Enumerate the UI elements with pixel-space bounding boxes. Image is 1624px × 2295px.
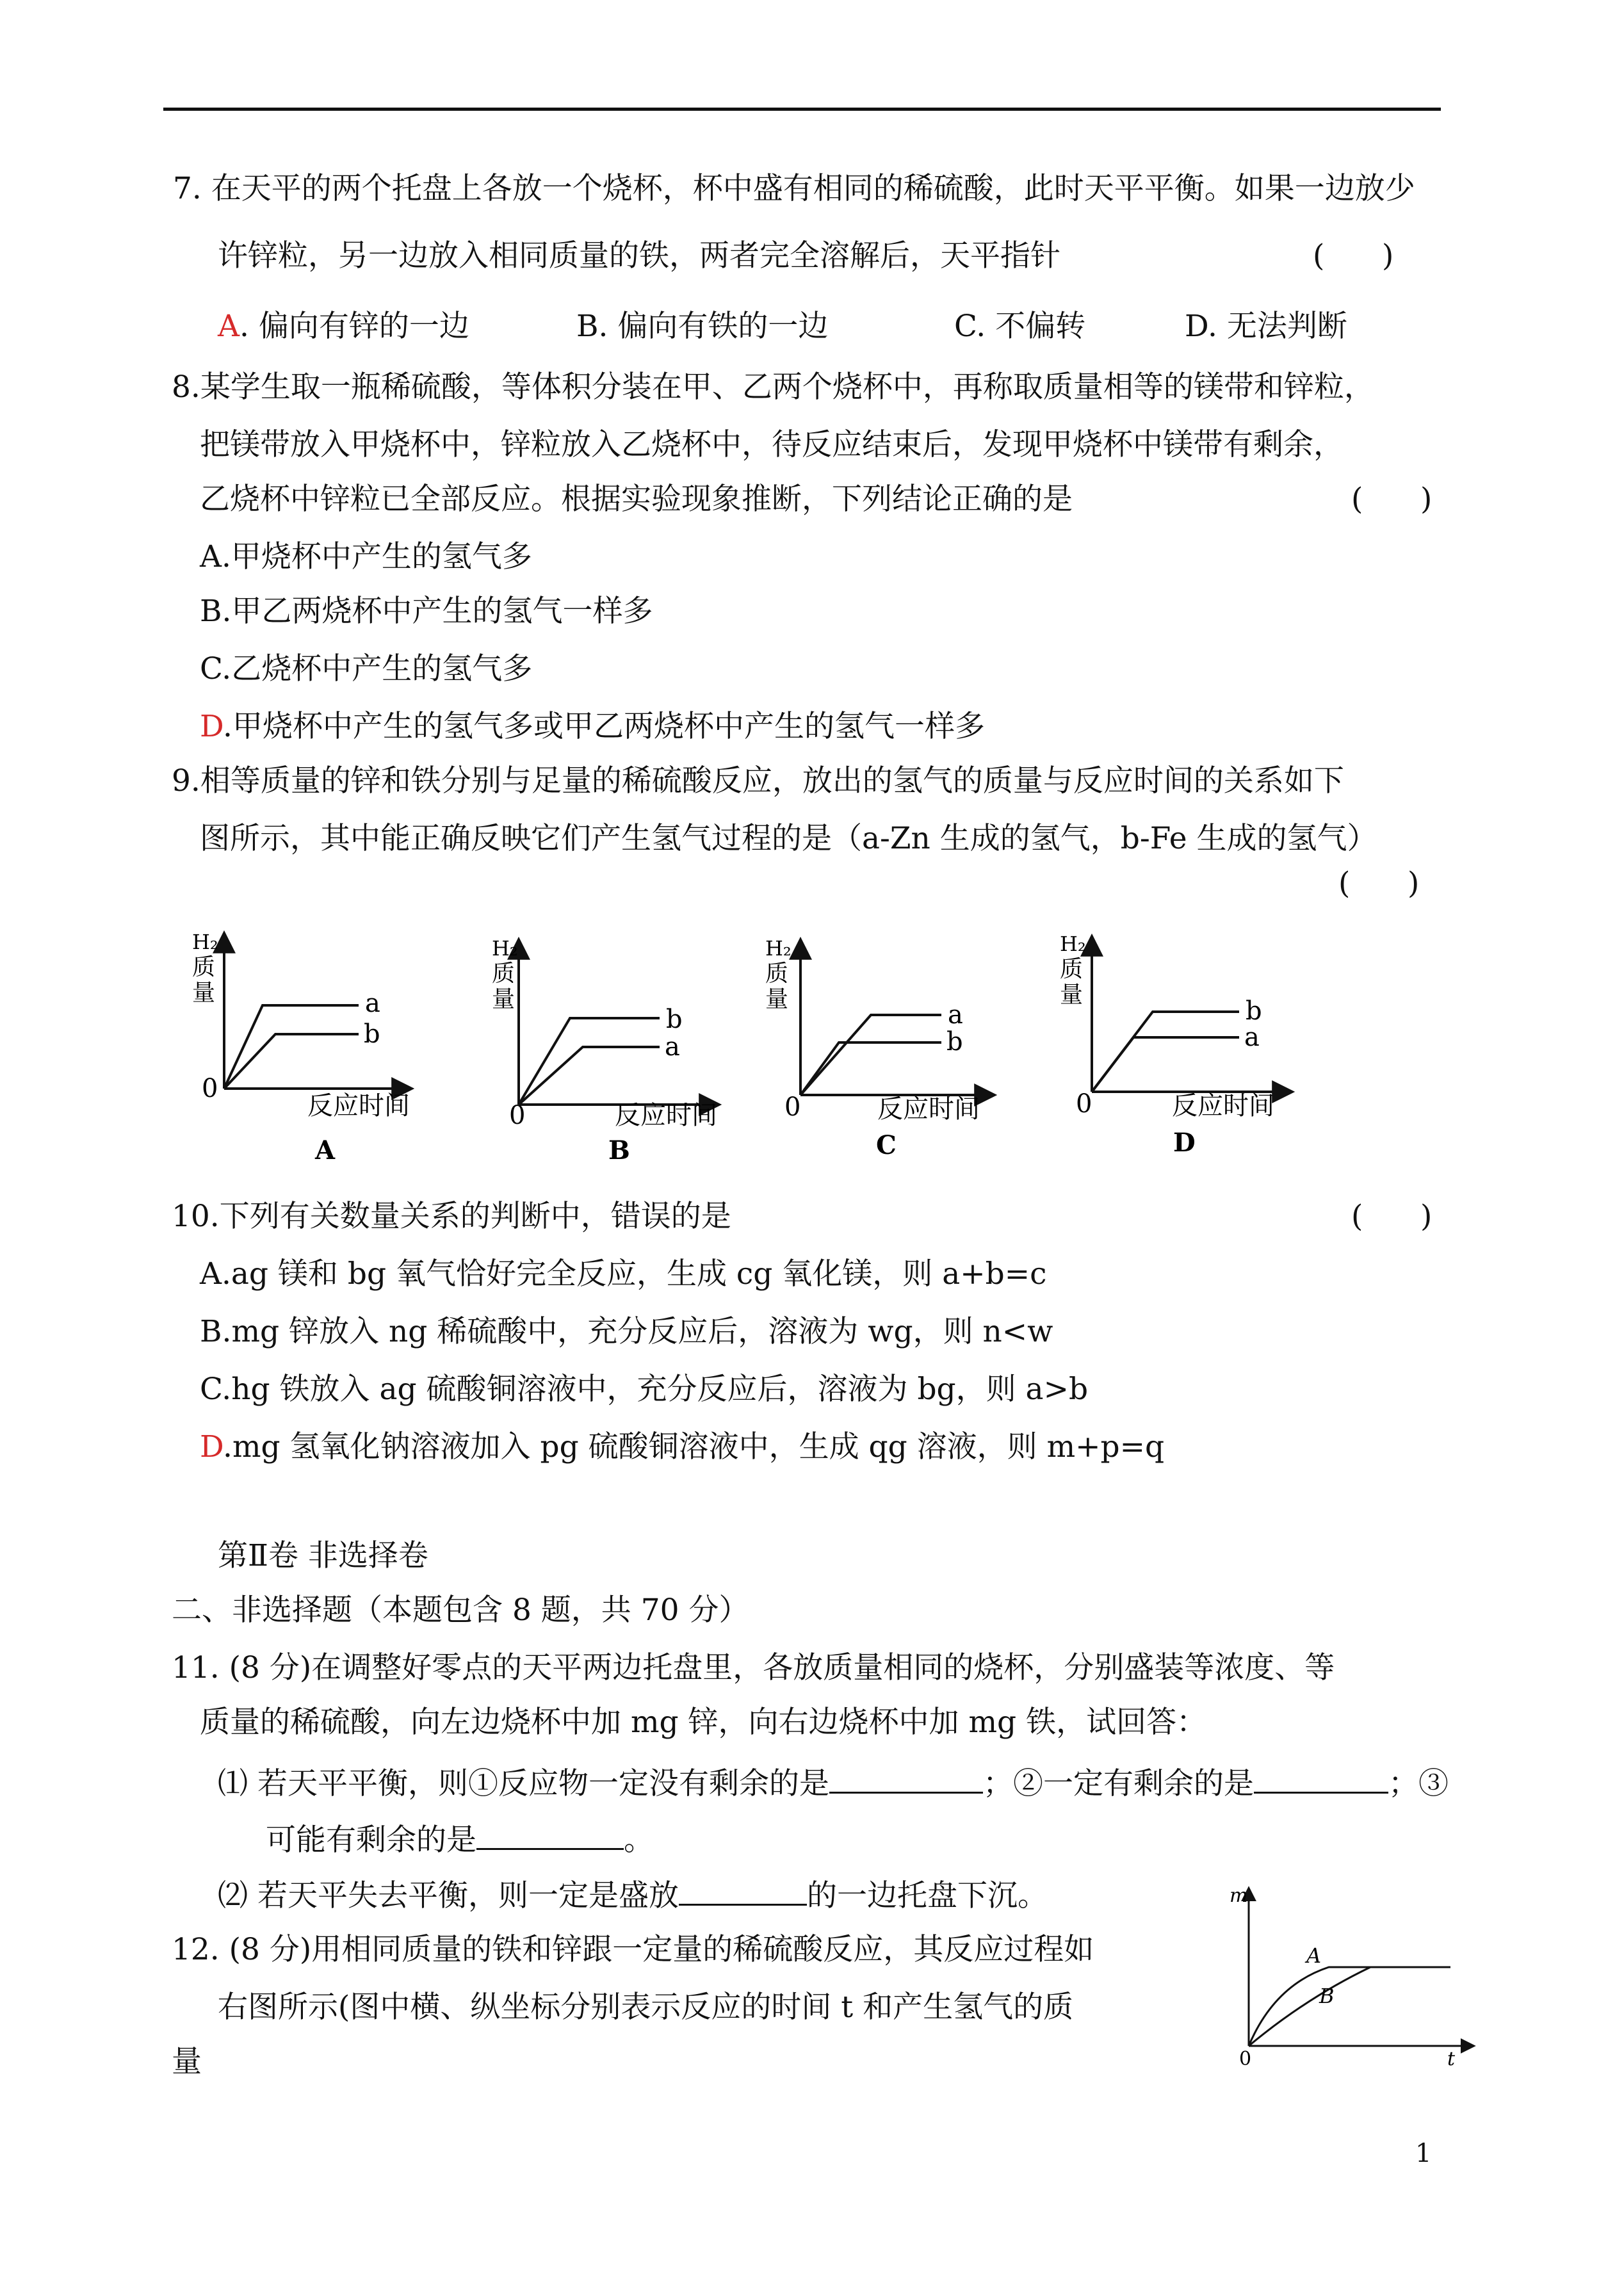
q9-graph-c-label-top: a	[948, 1000, 963, 1030]
q12-line2: 右图所示(图中横、纵坐标分别表示反应的时间 t 和产生氢气的质	[218, 1990, 1074, 2025]
q9-graph-b-xlabel: 反应时间	[615, 1101, 717, 1130]
q9-graph-b-label-top: b	[666, 1005, 683, 1034]
q9-graph-a	[192, 930, 410, 1165]
q9-graph-c-curve-top	[800, 1015, 941, 1095]
q9-graph-b-caption: B	[608, 1135, 630, 1165]
q7-option-a-text: . 偏向有锌的一边	[239, 309, 469, 344]
q10-option-b: B.mg 锌放入 ng 稀硫酸中，充分反应后，溶液为 wg，则 n<w	[200, 1314, 1053, 1349]
q8-option-d	[200, 708, 985, 746]
q9-graph-c-ylabel-2: 量	[765, 986, 789, 1012]
q9-graphs	[173, 922, 1326, 1178]
q9-graph-d-curve-bottom	[1092, 1037, 1239, 1092]
q10-answer-paren: ( )	[1351, 1199, 1433, 1234]
q11-sub1-prompt-4: 可能有剩余的是	[266, 1822, 476, 1858]
q8-option-b: B.甲乙两烧杯中产生的氢气一样多	[200, 594, 653, 629]
q8-option-d-letter: D	[200, 709, 223, 744]
part-two-heading: 二、非选择题（本题包含 8 题，共 70 分）	[172, 1593, 749, 1628]
q7-option-c: C. 不偏转	[954, 309, 1086, 344]
q9-graph-a-curve-top	[224, 1005, 359, 1089]
q9-graph-d-caption: D	[1173, 1128, 1196, 1158]
q9-line2: 图所示，其中能正确反映它们产生氢气过程的是（a-Zn 生成的氢气，b-Fe 生成的氢气）	[200, 821, 1377, 856]
q9-graph-d-xlabel: 反应时间	[1172, 1091, 1274, 1121]
q9-graph-d	[1060, 932, 1290, 1158]
q11-sub1-end: 。	[624, 1822, 654, 1858]
q9-graph-b-curve-bottom	[519, 1047, 660, 1105]
q12-graph-xlabel: t	[1447, 2048, 1456, 2070]
q10-option-d	[200, 1428, 1164, 1466]
q11-sub2	[218, 1873, 1048, 1915]
q9-graph-b-curve-top	[519, 1018, 660, 1105]
q9-graph-d-label-top: b	[1246, 996, 1262, 1026]
q12-graph-ylabel: m	[1230, 1885, 1248, 1907]
q9-graph-a-ylabel-2: 量	[192, 980, 216, 1006]
q8-line2: 把镁带放入甲烧杯中，锌粒放入乙烧杯中，待反应结束后，发现甲烧杯中镁带有剩余，	[200, 427, 1344, 462]
q7-option-d: D. 无法判断	[1185, 309, 1347, 344]
q9-graph-c	[765, 936, 993, 1160]
q11-blank-3[interactable]	[476, 1817, 624, 1850]
q11-line1: 11. (8 分)在调整好零点的天平两边托盘里，各放质量相同的烧杯，分别盛装等浓度、等	[172, 1650, 1335, 1685]
q9-graph-b-label-bottom: a	[665, 1032, 680, 1062]
q9-graph-c-caption: C	[876, 1130, 897, 1160]
q9-graph-d-label-bottom: a	[1244, 1023, 1260, 1052]
q11-sub1-cont	[266, 1817, 654, 1860]
q7-line2: 许锌粒，另一边放入相同质量的铁，两者完全溶解后，天平指针	[218, 238, 1060, 273]
q9-graph-a-xlabel: 反应时间	[307, 1091, 410, 1121]
q11-blank-4[interactable]	[679, 1873, 807, 1906]
q9-answer-paren: ( )	[1338, 866, 1420, 901]
q7-option-b: B. 偏向有铁的一边	[576, 309, 829, 344]
q9-graph-d-ylabel-h2: H₂	[1060, 932, 1086, 956]
q9-graph-b-ylabel-1: 质	[492, 961, 516, 987]
q9-graph-c-xlabel: 反应时间	[877, 1094, 980, 1124]
q12-graph-origin: 0	[1239, 2048, 1252, 2070]
q11-sub2-prompt-1: ⑵ 若天平失去平衡，则一定是盛放	[218, 1878, 679, 1913]
q9-graph-a-ylabel-h2: H₂	[192, 930, 218, 954]
q9-graph-c-label-bottom: b	[946, 1027, 963, 1057]
q12-graph-label-a: A	[1306, 1943, 1322, 1968]
q9-graph-d-ylabel-2: 量	[1060, 982, 1084, 1008]
q7-line1: 7. 在天平的两个托盘上各放一个烧杯，杯中盛有相同的稀硫酸，此时天平平衡。如果一边放少	[173, 171, 1415, 206]
q9-graph-b-ylabel-2: 量	[492, 986, 516, 1012]
q9-graph-b	[492, 936, 717, 1165]
q10-option-c: C.hg 铁放入 ag 硫酸铜溶液中，充分反应后，溶液为 bg，则 a>b	[200, 1372, 1089, 1407]
q10-option-d-letter: D	[200, 1429, 223, 1464]
q11-sub1-prompt-3: ；③	[1388, 1766, 1449, 1801]
q11-sub1-prompt-1: ⑴ 若天平平衡，则①反应物一定没有剩余的是	[218, 1766, 829, 1801]
q9-graph-a-caption: A	[315, 1135, 336, 1165]
q11-sub2-prompt-2: 的一边托盘下沉。	[806, 1878, 1048, 1913]
header-rule	[163, 108, 1441, 111]
q10-line1: 10.下列有关数量关系的判断中，错误的是	[172, 1199, 731, 1234]
q12-line3: 量	[172, 2044, 202, 2079]
q8-answer-paren: ( )	[1351, 482, 1433, 517]
section-title: 第Ⅱ卷 非选择卷	[218, 1538, 428, 1573]
q11-sub1-prompt-2: ；②一定有剩余的是	[982, 1766, 1254, 1801]
q9-graph-a-origin: 0	[202, 1074, 218, 1103]
q9-graph-c-curve-bottom	[800, 1042, 941, 1095]
q9-graph-b-ylabel-h2: H₂	[492, 936, 518, 961]
q9-line1: 9.相等质量的锌和铁分别与足量的稀硫酸反应，放出的氢气的质量与反应时间的关系如下	[172, 763, 1344, 799]
q10-option-d-text: .mg 氢氧化钠溶液加入 pg 硫酸铜溶液中，生成 qg 溶液，则 m+p=q	[223, 1429, 1165, 1464]
q12-line1: 12. (8 分)用相同质量的铁和锌跟一定量的稀硫酸反应，其反应过程如	[172, 1932, 1094, 1967]
q7-option-a-letter: A	[218, 309, 240, 344]
q9-graph-d-ylabel-1: 质	[1060, 956, 1084, 982]
q12-graph-curve-a	[1249, 1967, 1450, 2046]
q8-line3: 乙烧杯中锌粒已全部反应。根据实验现象推断，下列结论正确的是	[200, 482, 1073, 517]
q10-option-a: A.ag 镁和 bg 氧气恰好完全反应，生成 cg 氧化镁，则 a+b=c	[200, 1256, 1047, 1292]
q8-line1: 8.某学生取一瓶稀硫酸，等体积分装在甲、乙两个烧杯中，再称取质量相等的镁带和锌粒，	[172, 369, 1374, 405]
q9-graph-a-ylabel-1: 质	[192, 954, 216, 980]
q9-graph-d-curve-top	[1092, 1012, 1239, 1092]
q11-blank-2[interactable]	[1254, 1761, 1388, 1794]
q11-sub1	[218, 1761, 1449, 1803]
q11-blank-1[interactable]	[829, 1761, 983, 1794]
q12-graph	[1217, 1870, 1486, 2075]
q9-graph-c-ylabel-h2: H₂	[765, 936, 792, 961]
q12-graph-curve-b	[1249, 1967, 1370, 2046]
q9-graph-b-origin: 0	[509, 1101, 526, 1130]
q8-option-d-text: .甲烧杯中产生的氢气多或甲乙两烧杯中产生的氢气一样多	[223, 709, 985, 744]
q9-graph-a-label-bottom: b	[364, 1019, 380, 1049]
q7-option-a	[218, 307, 469, 346]
q9-graph-d-origin: 0	[1076, 1089, 1092, 1119]
q11-line2: 质量的稀硫酸，向左边烧杯中加 mg 锌，向右边烧杯中加 mg 铁，试回答：	[200, 1705, 1207, 1740]
q9-graph-c-origin: 0	[784, 1092, 801, 1122]
q9-graph-c-ylabel-1: 质	[765, 961, 789, 987]
q8-option-a: A.甲烧杯中产生的氢气多	[200, 539, 532, 574]
q7-answer-paren: ( )	[1313, 238, 1394, 273]
q9-graph-a-label-top: a	[365, 989, 380, 1018]
q8-option-c: C.乙烧杯中产生的氢气多	[200, 651, 533, 686]
page-number: 1	[1415, 2139, 1432, 2168]
q12-graph-label-b: B	[1319, 1984, 1335, 2008]
